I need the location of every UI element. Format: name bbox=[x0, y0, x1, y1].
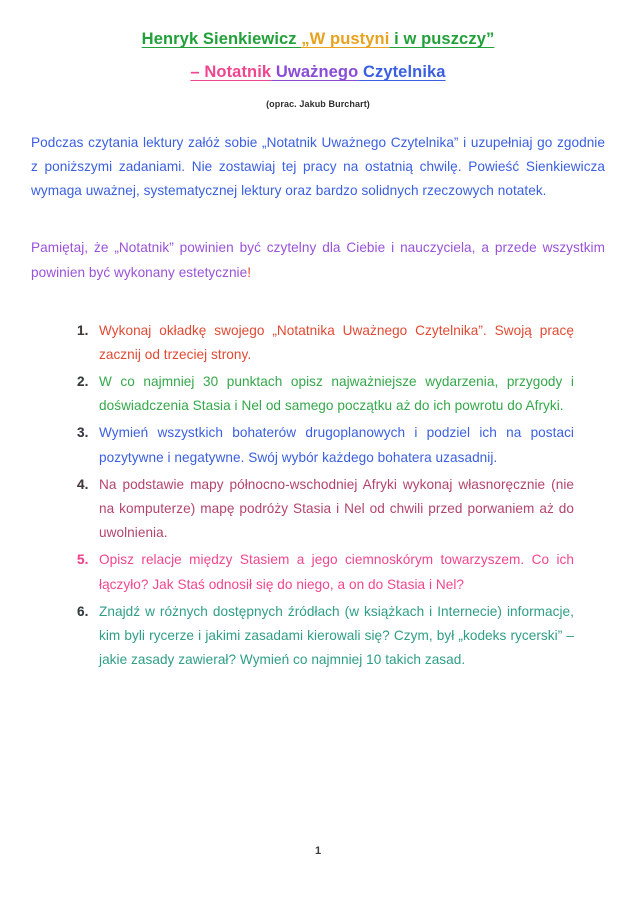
task-text-3: Wymień wszystkich bohaterów drugoplanowych i podziel ich na postaci pozytywne i negatywne. Swój wybór każdego bohatera uzasadnij. bbox=[99, 425, 574, 465]
title-line-2-segment-0: – Notatnik bbox=[190, 63, 272, 82]
task-marker-1: 1. bbox=[77, 322, 89, 338]
task-text-4: Na podstawie mapy północno-wschodniej Afryki wykonaj własnoręcznie (nie na komputerze) mapę podróży Stasia i Nel od chwili przed porwaniem aż do uwolnienia. bbox=[99, 476, 574, 541]
task-list bbox=[31, 319, 605, 673]
title-line-2-segment-1: Uważnego bbox=[271, 63, 359, 82]
task-text-1: Wykonaj okładkę swojego „Notatnika Uważnego Czytelnika”. Swoją pracę zacznij od trzeciej strony. bbox=[99, 322, 574, 362]
title-line-2-segment-2: Czytelnika bbox=[358, 63, 446, 82]
task-marker-5: 5. bbox=[77, 552, 89, 568]
task-item-1 bbox=[31, 319, 574, 367]
intro-paragraph bbox=[31, 131, 605, 204]
page-number: 1 bbox=[314, 845, 322, 857]
reminder-text: Pamiętaj, że „Notatnik” powinien być czytelny dla Ciebie i nauczyciela, a przede wszystkim powinien być wykonany estetycznie bbox=[31, 240, 605, 280]
title-line-1 bbox=[0, 26, 636, 52]
document-title-block bbox=[0, 0, 636, 86]
task-text-6: Znajdź w różnych dostępnych źródłach (w książkach i Internecie) informacje, kim byli rycerze i jakimi zasadami kierowali się? Czym, był „kodeks rycerski” – jakie zasady zawierał? Wymień co najmniej 10 takich zasad. bbox=[99, 603, 574, 668]
attribution-line: (oprac. Jakub Burchart) bbox=[266, 98, 370, 109]
task-item-6 bbox=[31, 600, 574, 673]
task-text-5: Opisz relacje między Stasiem a jego ciemnoskórym towarzyszem. Co ich łączyło? Jak Staś odnosił się do niego, a on do Stasia i Nel? bbox=[99, 552, 574, 592]
task-item-2 bbox=[31, 370, 574, 418]
reminder-emphasis: ! bbox=[247, 264, 252, 280]
title-line-1-segment-1: „W pustyni bbox=[301, 30, 390, 48]
intro-text: Podczas czytania lektury załóż sobie „Notatnik Uważnego Czytelnika” i uzupełniaj go zgodnie z poniższymi zadaniami. Nie zostawiaj tej pracy na ostatnią chwilę. Powieść Sienkiewicza wymaga uważnej, systematycznej lektury oraz bardzo solidnych rzeczowych notatek. bbox=[31, 134, 605, 199]
title-line-1-segment-0: Henryk Sienkiewicz bbox=[141, 30, 302, 48]
task-marker-3: 3. bbox=[77, 425, 89, 441]
title-line-2 bbox=[0, 59, 636, 85]
task-item-3 bbox=[31, 421, 574, 469]
task-marker-2: 2. bbox=[77, 374, 89, 390]
task-text-2: W co najmniej 30 punktach opisz najważniejsze wydarzenia, przygody i doświadczenia Stasia i Nel od samego początku aż do ich powrotu do Afryki. bbox=[99, 374, 574, 414]
task-item-5 bbox=[31, 548, 574, 596]
title-line-1-segment-2: i w puszczy” bbox=[389, 30, 495, 48]
document-body bbox=[0, 131, 636, 673]
task-marker-6: 6. bbox=[77, 603, 89, 619]
task-marker-4: 4. bbox=[77, 476, 89, 492]
reminder-paragraph bbox=[31, 236, 605, 284]
task-item-4 bbox=[31, 473, 574, 546]
